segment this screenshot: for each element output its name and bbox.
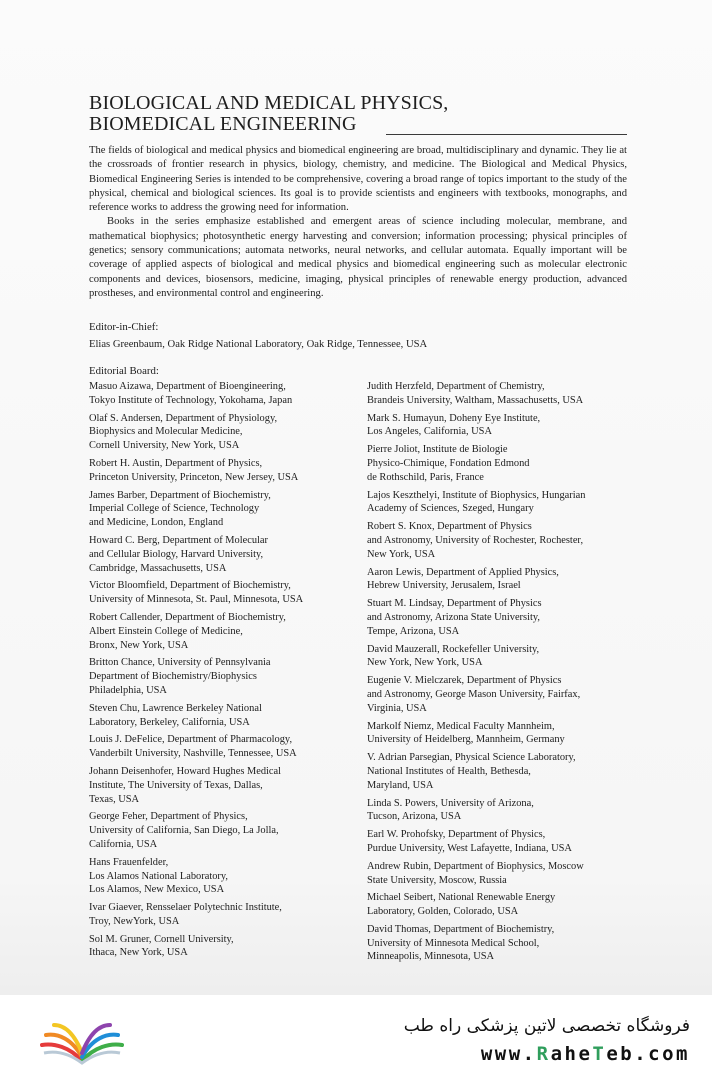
- board-member-line: Tucson, Arizona, USA: [367, 811, 462, 823]
- board-member-line: Andrew Rubin, Department of Biophysics, Moscow: [367, 860, 584, 872]
- board-member-line: Los Angeles, California, USA: [367, 426, 492, 438]
- board-member-line: James Barber, Department of Biochemistry,: [89, 489, 271, 501]
- board-member-line: California, USA: [89, 838, 158, 850]
- description-paragraph-1: The fields of biological and medical physics and biomedical engineering are broad, multidisciplinary and dynamic. They lie at the crossroads of frontier research in physics, biology, chemistry, and medicine. The Biological and Medical Physics, Biomedical Engineering Series is intended to be comprehensive, covering a broad range of topics important to the study of the physical, chemical and biological sciences. Its goal is to provide scientists and engineers with textbooks, monographs, and reference works to address the growing need for information.: [89, 145, 627, 214]
- board-member-line: Sol M. Gruner, Cornell University,: [89, 933, 234, 945]
- board-member-line: and Cellular Biology, Harvard University,: [89, 548, 264, 560]
- board-member-entry: [89, 611, 351, 652]
- board-member-line: V. Adrian Parsegian, Physical Science Laboratory,: [367, 752, 576, 764]
- board-member-line: Academy of Sciences, Szeged, Hungary: [367, 503, 534, 515]
- series-title-line-2: BIOMEDICAL ENGINEERING: [89, 113, 357, 135]
- board-member-line: and Astronomy, George Mason University, Fairfax,: [367, 688, 581, 700]
- board-member-entry: [367, 412, 629, 440]
- board-member-entry: [89, 534, 351, 575]
- board-member-line: Eugenie V. Mielczarek, Department of Physics: [367, 675, 562, 687]
- editor-in-chief-heading: Editor-in-Chief:: [89, 321, 159, 333]
- board-member-entry: [367, 489, 629, 517]
- board-member-entry: [367, 566, 629, 594]
- board-member-line: David Mauzerall, Rockefeller University,: [367, 643, 540, 655]
- board-member-line: Texas, USA: [89, 793, 140, 805]
- board-member-line: New York, New York, USA: [367, 657, 483, 669]
- board-member-line: Minneapolis, Minnesota, USA: [367, 951, 494, 963]
- board-member-line: Louis J. DeFelice, Department of Pharmacology,: [89, 734, 293, 746]
- watermark-footer: [0, 995, 712, 1079]
- board-member-line: Department of Biochemistry/Biophysics: [89, 671, 257, 683]
- board-member-line: Johann Deisenhofer, Howard Hughes Medical: [89, 765, 282, 777]
- board-member-line: Stuart M. Lindsay, Department of Physics: [367, 598, 542, 610]
- board-member-line: Tempe, Arizona, USA: [367, 625, 460, 637]
- title-rule: [386, 134, 627, 135]
- board-member-line: Laboratory, Berkeley, California, USA: [89, 716, 250, 728]
- board-member-line: University of Minnesota Medical School,: [367, 937, 540, 949]
- board-member-line: Robert Callender, Department of Biochemistry,: [89, 611, 286, 623]
- board-member-line: Troy, NewYork, USA: [89, 915, 180, 927]
- board-member-line: Markolf Niemz, Medical Faculty Mannheim,: [367, 720, 555, 732]
- board-member-line: National Institutes of Health, Bethesda,: [367, 765, 531, 777]
- board-member-line: Judith Herzfeld, Department of Chemistry,: [367, 381, 545, 392]
- board-member-entry: [89, 765, 351, 806]
- url-suffix: .com: [634, 1043, 690, 1065]
- editorial-board-left-column: [89, 380, 351, 964]
- board-member-line: Hans Frauenfelder,: [89, 856, 169, 868]
- board-member-entry: [89, 733, 351, 761]
- board-member-entry: [89, 656, 351, 697]
- board-member-line: Virginia, USA: [367, 702, 427, 714]
- board-member-entry: [367, 643, 629, 671]
- board-member-entry: [367, 597, 629, 638]
- board-member-line: Olaf S. Andersen, Department of Physiology,: [89, 412, 278, 424]
- url-part-ahe: ahe: [550, 1043, 593, 1065]
- board-member-entry: [367, 380, 629, 408]
- board-member-entry: [367, 720, 629, 748]
- board-member-line: Vanderbilt University, Nashville, Tennessee, USA: [89, 748, 297, 760]
- board-member-line: Los Alamos National Laboratory,: [89, 870, 228, 882]
- board-member-line: Masuo Aizawa, Department of Bioengineering,: [89, 381, 286, 392]
- board-member-line: and Medicine, London, England: [89, 517, 224, 529]
- board-member-line: and Astronomy, Arizona State University,: [367, 611, 540, 623]
- url-letter-t: T: [592, 1043, 607, 1065]
- series-title-line-1: BIOLOGICAL AND MEDICAL PHYSICS,: [89, 92, 449, 114]
- board-member-line: Aaron Lewis, Department of Applied Physics,: [367, 566, 559, 578]
- board-member-line: Earl W. Prohofsky, Department of Physics,: [367, 829, 546, 841]
- board-member-line: Lajos Keszthelyi, Institute of Biophysics, Hungarian: [367, 489, 586, 501]
- board-member-entry: [89, 579, 351, 607]
- board-member-entry: [89, 489, 351, 530]
- board-member-line: Hebrew University, Jerusalem, Israel: [367, 580, 521, 592]
- board-member-entry: [367, 443, 629, 484]
- board-member-line: Ithaca, New York, USA: [89, 947, 188, 959]
- board-member-line: Howard C. Berg, Department of Molecular: [89, 534, 268, 546]
- url-part-eb: eb: [606, 1043, 635, 1065]
- url-prefix: www.: [480, 1043, 537, 1065]
- board-member-line: Biophysics and Molecular Medicine,: [89, 426, 243, 438]
- board-member-entry: [367, 828, 629, 856]
- shop-name: فروشگاه تخصصی لاتین پزشکی راه طب: [403, 1016, 690, 1036]
- board-member-line: Institute, The University of Texas, Dallas,: [89, 779, 263, 791]
- board-member-line: George Feher, Department of Physics,: [89, 811, 248, 823]
- board-member-entry: [367, 860, 629, 888]
- board-member-entry: [367, 891, 629, 919]
- board-member-line: Britton Chance, University of Pennsylvania: [89, 657, 271, 669]
- series-description: [89, 144, 627, 301]
- description-paragraph-2: Books in the series emphasize established and emergent areas of science including molecular, membrane, and mathematical biophysics; photosynthetic energy harvesting and conversion; information processing; physical principles of genetics; sensory communications; automata networks, neural networks, and cellular automata. Equally important will be coverage of applied aspects of biological and medical physics and biomedical engineering such as molecular electronic components and devices, biosensors, medicine, imaging, physical principles of renewable energy production, advanced prostheses, and environmental control and engineering.: [89, 216, 627, 299]
- board-member-line: Maryland, USA: [367, 779, 434, 791]
- board-member-line: Ivar Giaever, Rensselaer Polytechnic Institute,: [89, 902, 282, 914]
- board-member-line: University of California, San Diego, La Jolla,: [89, 825, 279, 837]
- board-member-entry: [367, 520, 629, 561]
- board-member-line: Los Alamos, New Mexico, USA: [89, 884, 225, 896]
- board-member-entry: [89, 412, 351, 453]
- shop-url[interactable]: [481, 1043, 690, 1065]
- board-member-entry: [89, 901, 351, 929]
- board-member-line: New York, USA: [367, 548, 436, 560]
- board-member-line: University of Heidelberg, Mannheim, Germany: [367, 734, 565, 746]
- board-member-entry: [89, 856, 351, 897]
- editor-in-chief-name: Elias Greenbaum, Oak Ridge National Laboratory, Oak Ridge, Tennessee, USA: [89, 339, 428, 350]
- board-member-line: Tokyo Institute of Technology, Yokohama, Japan: [89, 394, 293, 406]
- board-member-line: Princeton University, Princeton, New Jersey, USA: [89, 471, 299, 483]
- board-member-entry: [367, 923, 629, 964]
- board-member-line: Cornell University, New York, USA: [89, 440, 240, 452]
- board-member-line: Victor Bloomfield, Department of Biochemistry,: [89, 580, 291, 592]
- board-member-line: State University, Moscow, Russia: [367, 874, 507, 886]
- board-member-entry: [367, 751, 629, 792]
- board-member-entry: [89, 702, 351, 730]
- open-book-rainbow-logo-icon: [36, 1013, 128, 1067]
- editorial-board-heading: Editorial Board:: [89, 365, 159, 377]
- board-member-line: David Thomas, Department of Biochemistry,: [367, 923, 555, 935]
- board-member-line: Mark S. Humayun, Doheny Eye Institute,: [367, 412, 541, 424]
- board-member-entry: [89, 380, 351, 408]
- board-member-line: and Astronomy, University of Rochester, Rochester,: [367, 534, 584, 546]
- board-member-line: Imperial College of Science, Technology: [89, 503, 260, 515]
- board-member-line: Bronx, New York, USA: [89, 639, 189, 651]
- board-member-line: Albert Einstein College of Medicine,: [89, 625, 243, 637]
- board-member-line: Physico-Chimique, Fondation Edmond: [367, 457, 530, 469]
- board-member-line: Purdue University, West Lafayette, Indiana, USA: [367, 842, 572, 854]
- board-member-line: Robert S. Knox, Department of Physics: [367, 521, 532, 533]
- board-member-line: Cambridge, Massachusetts, USA: [89, 562, 227, 574]
- series-title: [89, 93, 448, 135]
- board-member-entry: [89, 933, 351, 961]
- board-member-line: Brandeis University, Waltham, Massachusetts, USA: [367, 394, 584, 406]
- board-member-line: Philadelphia, USA: [89, 684, 167, 696]
- board-member-line: Laboratory, Golden, Colorado, USA: [367, 906, 519, 918]
- board-member-line: Michael Seibert, National Renewable Energy: [367, 892, 556, 904]
- board-member-entry: [89, 810, 351, 851]
- board-member-line: University of Minnesota, St. Paul, Minnesota, USA: [89, 594, 304, 606]
- board-member-entry: [367, 797, 629, 825]
- editorial-board-right-column: [367, 380, 629, 968]
- board-member-line: Pierre Joliot, Institute de Biologie: [367, 444, 508, 456]
- board-member-line: de Rothschild, Paris, France: [367, 471, 484, 483]
- board-member-line: Robert H. Austin, Department of Physics,: [89, 457, 263, 469]
- board-member-entry: [367, 674, 629, 715]
- url-letter-r: R: [536, 1043, 551, 1065]
- board-member-entry: [89, 457, 351, 485]
- board-member-line: Steven Chu, Lawrence Berkeley National: [89, 702, 262, 714]
- board-member-line: Linda S. Powers, University of Arizona,: [367, 797, 534, 809]
